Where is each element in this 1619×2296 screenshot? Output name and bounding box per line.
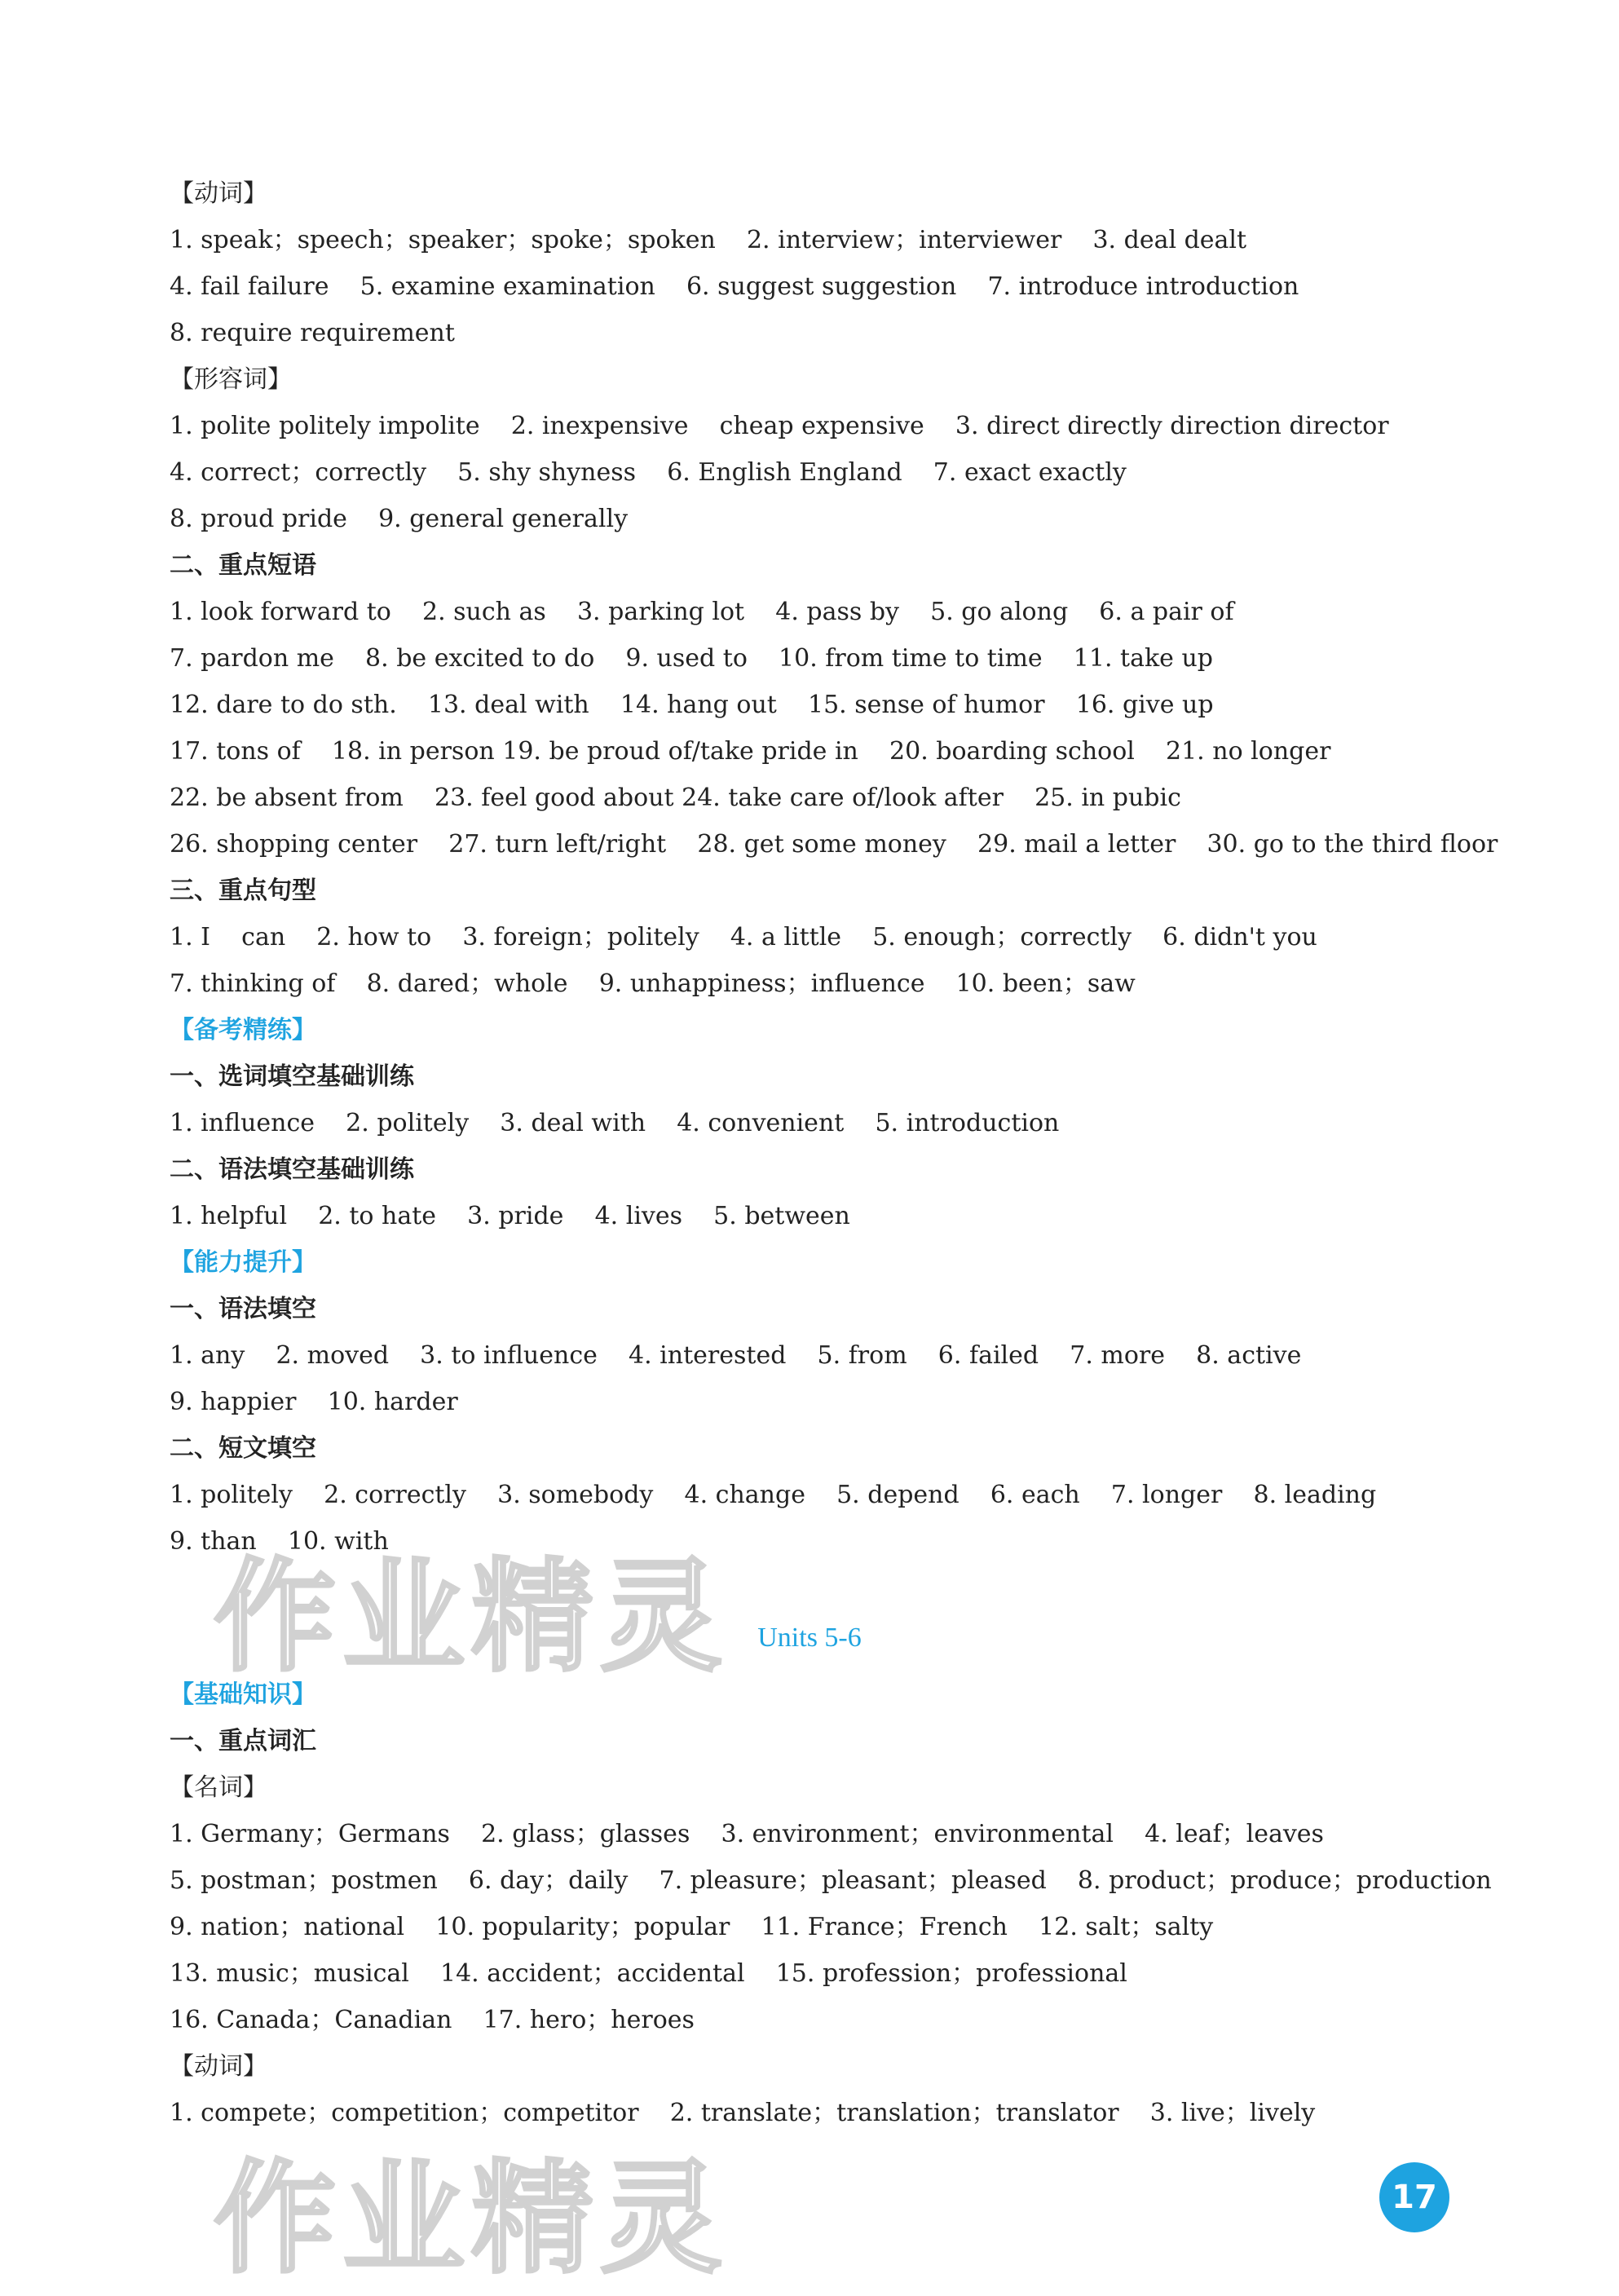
- text-line: 1. Germany；Germans 2. glass；glasses 3. environment；environmental 4. leaf；leaves: [170, 1820, 1324, 1848]
- text-line: 12. dare to do sth. 13. deal with 14. hang out 15. sense of humor 16. give up: [170, 691, 1214, 719]
- section-label-ability: 【能力提升】: [170, 1248, 316, 1277]
- page-number-badge: [1379, 2162, 1449, 2232]
- text-line: 8. proud pride 9. general generally: [170, 505, 629, 533]
- text-line: 1. any 2. moved 3. to influence 4. interested 5. from 6. failed 7. more 8. active: [170, 1341, 1302, 1370]
- text-line: 1. helpful 2. to hate 3. pride 4. lives 5. between: [170, 1202, 850, 1230]
- text-line: 1. compete；competition；competitor 2. translate；translation；translator 3. live；lively: [170, 2099, 1316, 2127]
- section-label-practice: 【备考精练】: [170, 1016, 316, 1044]
- section-label-nouns: 【名词】: [170, 1773, 267, 1802]
- text-line: 9. happier 10. harder: [170, 1388, 458, 1416]
- heading-grammar-fill: 一、语法填空: [170, 1295, 316, 1323]
- text-line: 5. postman；postmen 6. day；daily 7. pleasure；pleasant；pleased 8. product；produce；production: [170, 1866, 1492, 1895]
- text-line: 1. I can 2. how to 3. foreign；politely 4. a little 5. enough；correctly 6. didn't you: [170, 923, 1317, 952]
- watermark-logo: 作业精灵: [214, 1547, 730, 1689]
- text-line: 1. politely 2. correctly 3. somebody 4. change 5. depend 6. each 7. longer 8. leading: [170, 1481, 1377, 1509]
- text-line: 1. look forward to 2. such as 3. parking lot 4. pass by 5. go along 6. a pair of: [170, 598, 1234, 626]
- unit-title: Units 5-6: [757, 1623, 862, 1653]
- section-label-basics: 【基础知识】: [170, 1680, 316, 1709]
- text-line: 9. than 10. with: [170, 1527, 389, 1556]
- text-line: 26. shopping center 27. turn left/right 28. get some money 29. mail a letter 30. go to the third floor: [170, 830, 1498, 859]
- heading-key-vocab: 一、重点词汇: [170, 1727, 316, 1755]
- section-label-verbs: 【动词】: [170, 179, 267, 208]
- text-line: 4. correct；correctly 5. shy shyness 6. English England 7. exact exactly: [170, 458, 1127, 487]
- text-line: 22. be absent from 23. feel good about 24. take care of/look after 25. in pubic: [170, 784, 1181, 812]
- text-line: 1. speak；speech；speaker；spoke；spoken 2. interview；interviewer 3. deal dealt: [170, 226, 1247, 254]
- heading-passage-fill: 二、短文填空: [170, 1434, 316, 1463]
- text-line: 9. nation；national 10. popularity；popular 11. France；French 12. salt；salty: [170, 1913, 1214, 1941]
- page-number: 17: [1392, 2179, 1437, 2216]
- section-label-verbs-2: 【动词】: [170, 2052, 267, 2081]
- text-line: 13. music；musical 14. accident；accidental 15. profession；professional: [170, 1959, 1127, 1988]
- text-line: 7. pardon me 8. be excited to do 9. used to 10. from time to time 11. take up: [170, 644, 1213, 673]
- heading-word-choice: 一、选词填空基础训练: [170, 1062, 414, 1091]
- section-label-adjectives: 【形容词】: [170, 365, 292, 394]
- text-line: 8. require requirement: [170, 319, 455, 347]
- text-line: 1. polite politely impolite 2. inexpensive cheap expensive 3. direct directly direction director: [170, 412, 1389, 440]
- text-line: 16. Canada；Canadian 17. hero；heroes: [170, 2006, 695, 2034]
- heading-key-sentences: 三、重点句型: [170, 876, 316, 905]
- watermark-logo: 作业精灵: [214, 2148, 730, 2290]
- text-line: 4. fail failure 5. examine examination 6. suggest suggestion 7. introduce introduction: [170, 272, 1299, 301]
- heading-grammar-basic: 二、语法填空基础训练: [170, 1155, 414, 1184]
- text-line: 7. thinking of 8. dared；whole 9. unhappiness；influence 10. been；saw: [170, 969, 1136, 998]
- text-line: 1. influence 2. politely 3. deal with 4. convenient 5. introduction: [170, 1109, 1060, 1137]
- text-line: 17. tons of 18. in person 19. be proud of/take pride in 20. boarding school 21. no longer: [170, 737, 1331, 766]
- heading-key-phrases: 二、重点短语: [170, 551, 316, 580]
